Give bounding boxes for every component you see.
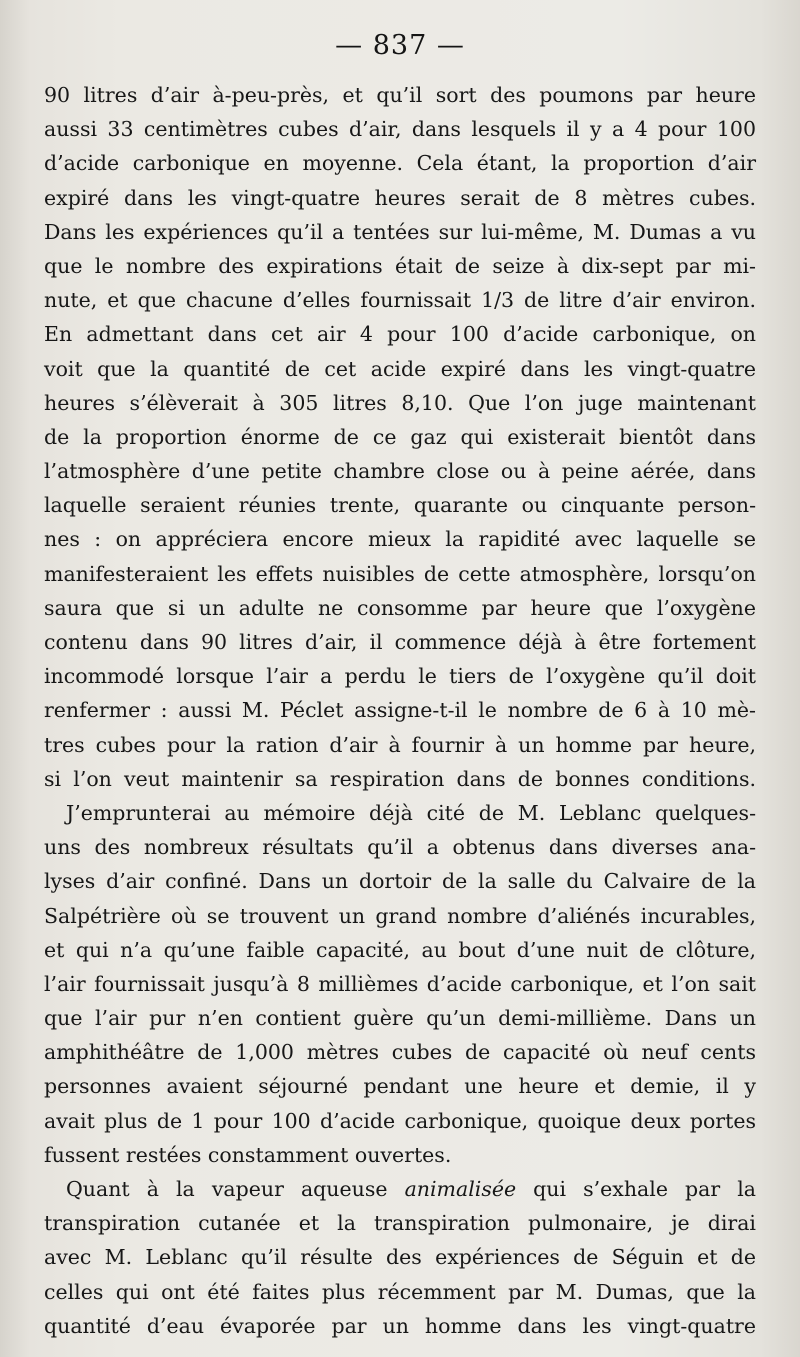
text-line: tres cubes pour la ration d’air à fournir à un homme par heure,	[44, 732, 756, 757]
text-line: laquelle seraient réunies trente, quarante ou cinquante person-	[44, 493, 756, 518]
text-line: incommodé lorsque l’air a perdu le tiers de l’oxygène qu’il doit	[44, 664, 756, 689]
text-line: l’atmosphère d’une petite chambre close ou à peine aérée, dans	[44, 459, 756, 484]
text-line: lyses d’air confiné. Dans un dortoir de la salle du Calvaire de la	[44, 869, 756, 894]
text-line: transpiration cutanée et la transpiration pulmonaire, je dirai	[44, 1211, 756, 1236]
text-line: et qui n’a qu’une faible capacité, au bout d’une nuit de clôture,	[44, 937, 756, 962]
text-line: En admettant dans cet air 4 pour 100 d’acide carbonique, on	[44, 322, 756, 347]
text-line: contenu dans 90 litres d’air, il commence déjà à être fortement	[44, 630, 756, 654]
text-line: personnes avaient séjourné pendant une heure et demie, il y	[44, 1074, 756, 1099]
text-line: avec M. Leblanc qu’il résulte des expériences de Séguin et de	[44, 1245, 756, 1270]
text-line: amphithéâtre de 1,000 mètres cubes de capacité où neuf cents	[44, 1040, 756, 1065]
text-line: Salpétrière où se trouvent un grand nombre d’aliénés incurables,	[44, 903, 756, 928]
text-line: l’air fournissait jusqu’à 8 millièmes d’acide carbonique, et l’on sait	[44, 971, 756, 996]
body-text	[44, 78, 756, 1343]
text-line: Dans les expériences qu’il a tentées sur lui-même, M. Dumas a vu	[44, 219, 756, 244]
text-line: uns des nombreux résultats qu’il a obtenus dans diverses ana-	[44, 835, 756, 860]
text-line: que le nombre des expirations était de seize à dix-sept par mi-	[44, 253, 756, 278]
text-line: d’acide carbonique en moyenne. Cela étant, la proportion d’air	[44, 151, 756, 176]
text-line: que l’air pur n’en contient guère qu’un demi-millième. Dans un	[44, 1006, 756, 1031]
text-line: fussent restées constamment ouvertes.	[44, 1142, 452, 1167]
text-line: celles qui ont été faites plus récemment par M. Dumas, que la	[44, 1279, 756, 1304]
text-fragment: qui s’exhale par la	[533, 1177, 756, 1201]
text-line: si l’on veut maintenir sa respiration dans de bonnes conditions.	[44, 766, 756, 791]
text-fragment: Quant à la vapeur aqueuse	[66, 1177, 388, 1201]
text-line: expiré dans les vingt-quatre heures serait de 8 mètres cubes.	[44, 185, 756, 210]
text-line: aussi 33 centimètres cubes d’air, dans lesquels il y a 4 pour 100	[44, 117, 756, 142]
text-line: manifesteraient les effets nuisibles de cette atmosphère, lorsqu’on	[44, 561, 756, 586]
text-line: quantité d’eau évaporée par un homme dans les vingt-quatre	[44, 1313, 756, 1338]
text-line: de la proportion énorme de ce gaz qui existerait bientôt dans	[44, 424, 756, 449]
text-line: 90 litres d’air à-peu-près, et qu’il sort des poumons par heure	[44, 83, 756, 107]
text-line	[44, 1172, 756, 1206]
text-line: heures s’élèverait à 305 litres 8,10. Que l’on juge maintenant	[44, 390, 756, 415]
page-number: — 837 —	[335, 30, 465, 61]
text-line: avait plus de 1 pour 100 d’acide carbonique, quoique deux portes	[44, 1108, 756, 1133]
text-line: voit que la quantité de cet acide expiré dans les vingt-quatre	[44, 356, 756, 381]
text-line: renfermer : aussi M. Péclet assigne-t-il le nombre de 6 à 10 mè-	[44, 698, 756, 723]
text-line: saura que si un adulte ne consomme par heure que l’oxygène	[44, 595, 756, 620]
text-line: J’emprunterai au mémoire déjà cité de M. Leblanc quelques-	[66, 800, 756, 825]
italic-term: animalisée	[404, 1177, 517, 1201]
text-line: nes : on appréciera encore mieux la rapidité avec laquelle se	[44, 527, 756, 552]
text-line: nute, et que chacune d’elles fournissait 1/3 de litre d’air environ.	[44, 288, 756, 313]
